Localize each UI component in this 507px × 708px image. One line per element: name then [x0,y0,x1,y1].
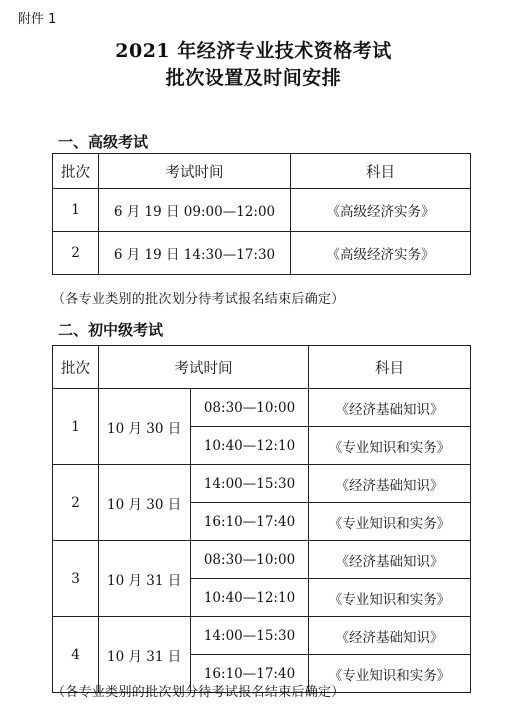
junior-exam-heading: 二、初中级考试 [58,321,164,339]
header-subject: 科目 [309,346,471,389]
exam-date: 10 月 31 日 [99,617,191,693]
header-batch: 批次 [53,346,99,389]
batch-number: 1 [53,189,99,232]
senior-exam-note: （各专业类别的批次划分待考试报名结束后确定） [52,292,345,307]
session-time: 10:40—12:10 [191,579,309,617]
batch-number: 2 [53,465,99,541]
session-time: 10:40—12:10 [191,427,309,465]
session-time: 16:10—17:40 [191,655,309,693]
session-time: 14:00—15:30 [191,617,309,655]
batch-number: 2 [53,232,99,275]
table-row [53,541,471,579]
table-row [53,389,471,427]
session-time: 08:30—10:00 [191,389,309,427]
subject-name: 《经济基础知识》 [309,465,471,503]
exam-time: 6 月 19 日 14:30—17:30 [99,232,291,275]
subject-name: 《专业知识和实务》 [309,655,471,693]
document-title-line2: 批次设置及时间安排 [165,67,342,89]
table-header-row [53,346,471,389]
subject-name: 《专业知识和实务》 [309,503,471,541]
exam-date: 10 月 31 日 [99,541,191,617]
session-time: 14:00—15:30 [191,465,309,503]
subject-name: 《经济基础知识》 [309,389,471,427]
subject-name: 《经济基础知识》 [309,617,471,655]
header-exam-time: 考试时间 [99,154,291,189]
junior-exam-note: （各专业类别的批次划分待考试报名结束后确定） [52,685,345,700]
batch-number: 4 [53,617,99,693]
attachment-label: 附件 1 [18,12,57,27]
table-row [53,465,471,503]
senior-exam-heading: 一、高级考试 [58,133,149,151]
subject-name: 《经济基础知识》 [309,541,471,579]
header-subject: 科目 [291,154,471,189]
subject-name: 《专业知识和实务》 [309,579,471,617]
session-time: 16:10—17:40 [191,503,309,541]
subject-name: 《高级经济实务》 [291,189,471,232]
subject-name: 《高级经济实务》 [291,232,471,275]
table-row [53,617,471,655]
batch-number: 1 [53,389,99,465]
table-row [53,232,471,275]
header-batch: 批次 [53,154,99,189]
exam-date: 10 月 30 日 [99,465,191,541]
exam-date: 10 月 30 日 [99,389,191,465]
header-exam-time: 考试时间 [99,346,309,389]
session-time: 08:30—10:00 [191,541,309,579]
document-title-line1: 2021 年经济专业技术资格考试 [115,40,392,62]
senior-exam-table [52,153,471,275]
table-row [53,189,471,232]
exam-time: 6 月 19 日 09:00—12:00 [99,189,291,232]
subject-name: 《专业知识和实务》 [309,427,471,465]
batch-number: 3 [53,541,99,617]
table-header-row [53,154,471,189]
junior-exam-table [52,345,471,693]
